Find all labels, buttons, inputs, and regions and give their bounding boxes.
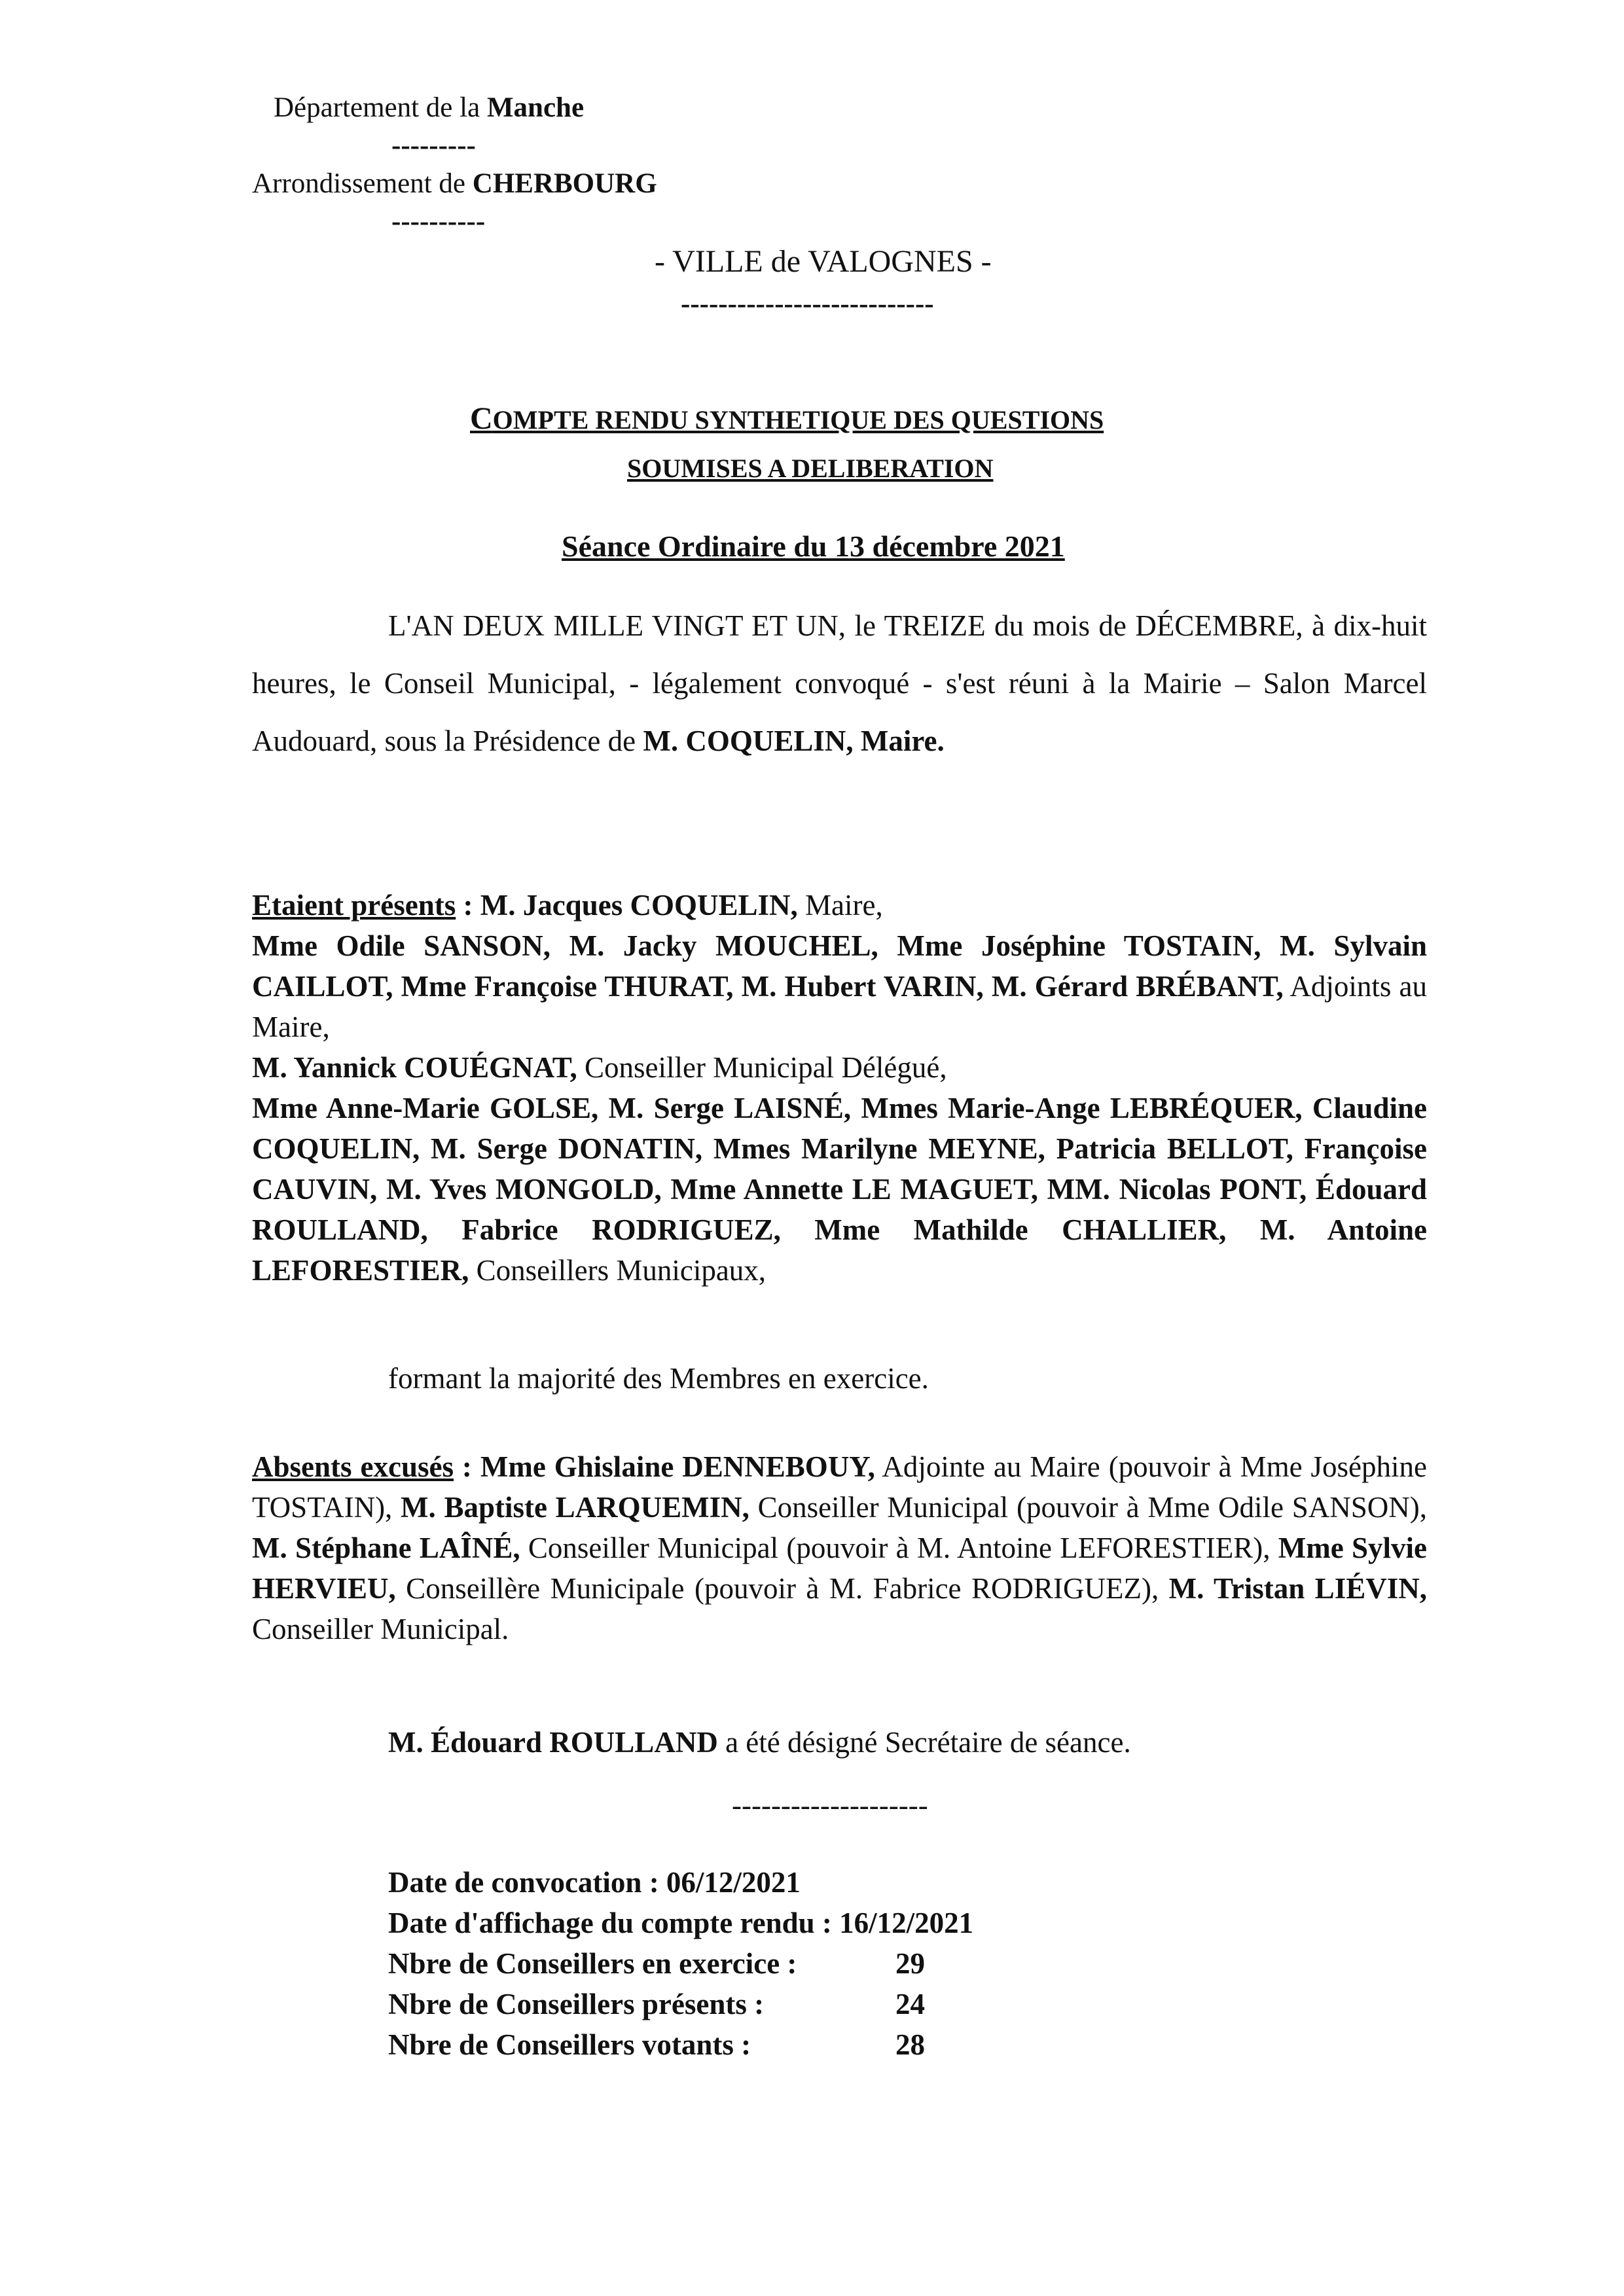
seance-title: Séance Ordinaire du 13 décembre 2021: [562, 529, 1065, 563]
header-dashes-2: ----------: [391, 206, 486, 237]
absent-4-text: Conseillère Municipale (pouvoir à M. Fabrice RODRIGUEZ),: [395, 1572, 1169, 1605]
ville-rule: ---------------------------: [681, 289, 934, 319]
adjoints-names: Mme Odile SANSON, M. Jacky MOUCHEL, Mme Joséphine TOSTAIN, M. Sylvain CAILLOT, Mme Françoise THURAT, M. Hubert VARIN, M. Gérard BRÉBANT,: [252, 929, 1427, 1003]
secretaire-line: [388, 1725, 1131, 1759]
intro-president: M. COQUELIN, Maire.: [643, 725, 945, 757]
presents-conseillers: [252, 1088, 1427, 1291]
secretaire-name: M. Édouard ROULLAND: [388, 1726, 718, 1759]
absent-4-name: Mme Sylvie HERVIEU,: [252, 1532, 1428, 1605]
presents-sep: :: [456, 889, 480, 922]
title-initial: C: [470, 401, 493, 436]
maire-name: M. Jacques COQUELIN,: [480, 889, 798, 922]
adjoints-role: Adjoints au Maire,: [252, 970, 1427, 1043]
section-rule: --------------------: [732, 1789, 928, 1821]
presents-line-maire: [252, 885, 1427, 925]
absent-2-text: Conseiller Municipal (pouvoir à Mme Odile SANSON),: [749, 1491, 1427, 1524]
conseillers-presents-label: Nbre de Conseillers présents :: [388, 1988, 765, 2020]
conseillers-role: Conseillers Municipaux,: [469, 1254, 767, 1287]
presents-adjoints: [252, 925, 1427, 1047]
presents-label: Etaient présents: [252, 889, 456, 922]
conseillers-presents-value: 24: [895, 1988, 925, 2020]
header-dashes-1: ---------: [391, 130, 476, 161]
presents-block: [252, 885, 1427, 1291]
title-rest: OMPTE RENDU SYNTHETIQUE DES QUESTIONS: [492, 405, 1104, 435]
absent-2-name: M. Baptiste LARQUEMIN,: [401, 1491, 749, 1524]
absents-label: Absents excusés: [252, 1450, 454, 1483]
intro-paragraph: [252, 597, 1427, 770]
title-line-2-text: SOUMISES A DELIBERATION: [627, 454, 994, 483]
conseillers-votants-label: Nbre de Conseillers votants :: [388, 2028, 751, 2061]
title-line-1: [470, 401, 1104, 437]
maire-role: Maire,: [797, 889, 883, 922]
departement-prefix: Département de la: [274, 92, 487, 123]
date-affichage: Date d'affichage du compte rendu : 16/12/2021: [388, 1907, 974, 1939]
conseillers-exercice-value: 29: [895, 1947, 925, 1980]
intro-text: L'AN DEUX MILLE VINGT ET UN, le TREIZE du mois de DÉCEMBRE, à dix-huit heures, le Conseil Municipal, - légalement convoqué - s'est réuni à la Mairie – Salon Marcel Audouard, sous la Présidence de: [252, 609, 1427, 757]
arrondissement-name: CHERBOURG: [472, 168, 657, 199]
absent-5-name: M. Tristan LIÉVIN,: [1168, 1572, 1427, 1605]
presents-delegue: [252, 1047, 1427, 1088]
arrondissement-prefix: Arrondissement de: [252, 168, 473, 199]
conseillers-exercice-label: Nbre de Conseillers en exercice :: [388, 1947, 797, 1980]
departement-line: [274, 92, 584, 124]
conseillers-names: Mme Anne-Marie GOLSE, M. Serge LAISNÉ, Mmes Marie-Ange LEBRÉQUER, Claudine COQUELIN, M. Serge DONATIN, Mmes Marilyne MEYNE, Patricia BELLOT, Françoise CAUVIN, M. Yves MONGOLD, Mme Annette LE MAGUET, MM. Nicolas PONT, Édouard ROULLAND, Fabrice RODRIGUEZ, Mme Mathilde CHALLIER, M. Antoine LEFORESTIER,: [252, 1092, 1427, 1287]
absents-sep: :: [453, 1450, 480, 1483]
conseillers-votants-value: 28: [895, 2028, 925, 2061]
secretaire-text: a été désigné Secrétaire de séance.: [717, 1726, 1131, 1759]
ville-heading: - VILLE de VALOGNES -: [655, 244, 992, 279]
absent-1-name: Mme Ghislaine DENNEBOUY,: [480, 1450, 875, 1483]
absents-block: [252, 1446, 1427, 1649]
absent-5-text: Conseiller Municipal.: [252, 1613, 509, 1645]
arrondissement-line: [252, 168, 657, 200]
absent-1-text: Adjointe au Maire (pouvoir à Mme Joséphine TOSTAIN),: [252, 1450, 1427, 1524]
date-convocation: Date de convocation : 06/12/2021: [388, 1866, 801, 1899]
title-line-2: [627, 449, 993, 485]
departement-name: Manche: [486, 92, 585, 123]
delegue-role: Conseiller Municipal Délégué,: [577, 1051, 947, 1084]
absent-3-name: M. Stéphane LAÎNÉ,: [252, 1532, 520, 1564]
delegue-name: M. Yannick COUÉGNAT,: [252, 1051, 577, 1084]
absent-3-text: Conseiller Municipal (pouvoir à M. Antoine LEFORESTIER),: [520, 1532, 1278, 1564]
majorite-line: formant la majorité des Membres en exercice.: [388, 1362, 929, 1395]
